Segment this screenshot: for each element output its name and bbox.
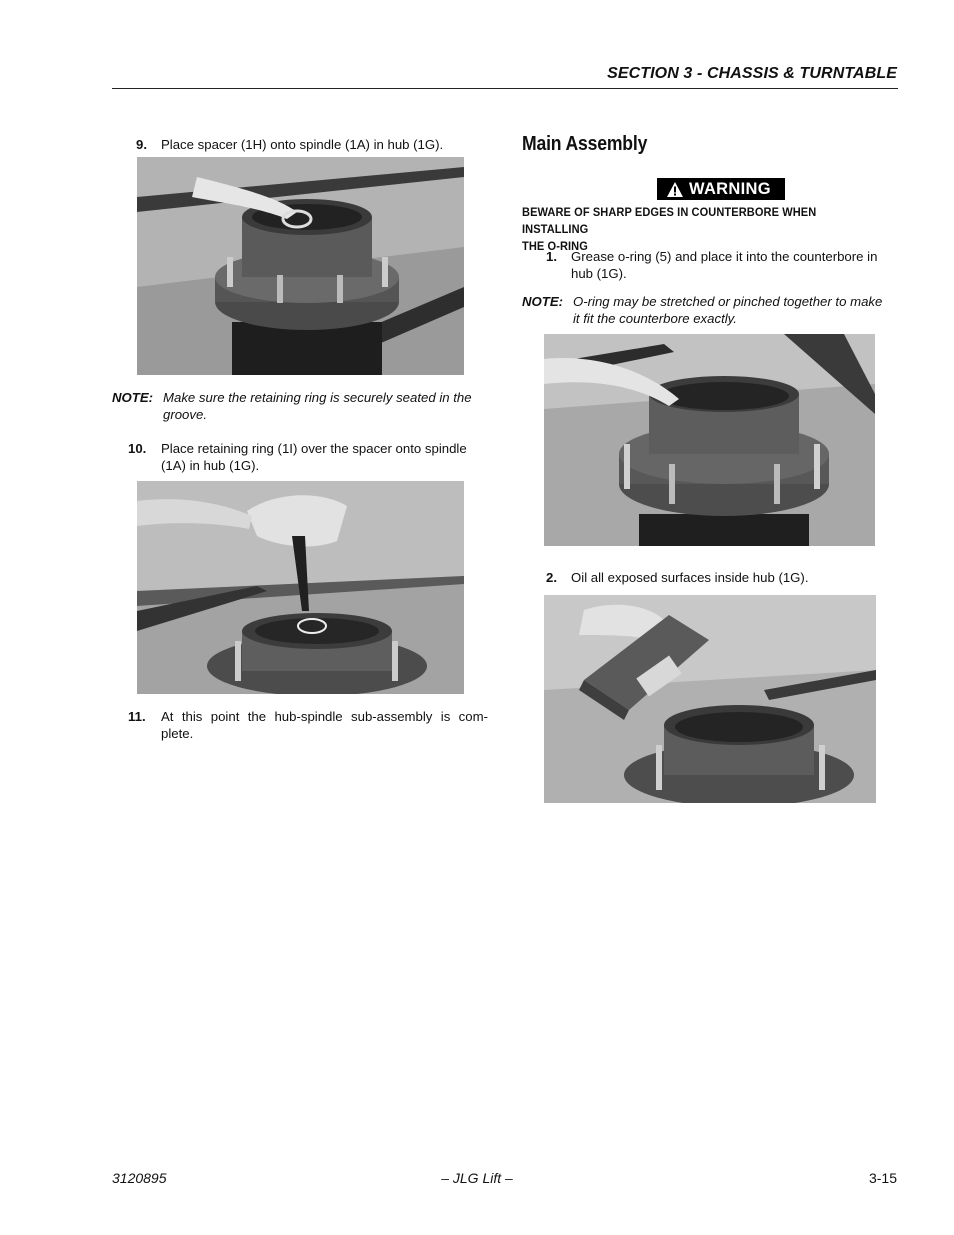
step-text-line2: hub (1G).	[571, 266, 627, 281]
photo-o-ring-install	[544, 334, 875, 546]
photo-oil-surfaces	[544, 595, 876, 803]
note-label: NOTE:	[522, 294, 564, 309]
step-11	[128, 708, 490, 742]
warning-message-line1: BEWARE OF SHARP EDGES IN COUNTERBORE WHEN INSTALLING	[522, 205, 817, 236]
step-text: Oil all exposed surfaces inside hub (1G).	[571, 570, 809, 585]
note-text-line1: O-ring may be stretched or pinched together to make	[573, 294, 883, 309]
brand-footer: – JLG Lift –	[441, 1170, 513, 1186]
step-text-line2: plete.	[161, 726, 194, 741]
note-text-line2: groove.	[163, 407, 207, 422]
section-title: SECTION 3 - CHASSIS & TURNTABLE	[607, 65, 897, 82]
page-number: 3-15	[868, 1170, 897, 1186]
section-heading: Main Assembly	[522, 133, 648, 155]
warning-banner	[657, 178, 785, 200]
step-number: 9.	[136, 137, 147, 152]
header-divider	[112, 88, 898, 89]
doc-number: 3120895	[112, 1170, 167, 1186]
step-number: 2.	[546, 570, 557, 585]
note-retaining-ring	[112, 389, 492, 423]
warning-triangle-icon	[667, 182, 683, 197]
step-text: Place spacer (1H) onto spindle (1A) in hub (1G).	[161, 137, 444, 152]
note-text-line2: it fit the counterbore exactly.	[573, 311, 737, 326]
step-text-line1: Place retaining ring (1I) over the spacer onto spindle	[161, 441, 467, 456]
photo-retaining-ring-install	[137, 481, 464, 694]
note-text-line1: Make sure the retaining ring is securely seated in the	[163, 390, 472, 405]
note-o-ring	[522, 293, 907, 327]
step-text-line2: (1A) in hub (1G).	[161, 458, 260, 473]
step-1	[546, 248, 906, 282]
photo-spacer-install	[137, 157, 464, 375]
warning-label: WARNING	[689, 179, 771, 198]
step-number: 11.	[128, 709, 146, 724]
note-label: NOTE:	[112, 390, 154, 405]
step-number: 10.	[128, 441, 147, 456]
warning-message-line2: THE O-RING	[522, 239, 588, 253]
step-10	[128, 440, 498, 474]
step-text-line1: Grease o-ring (5) and place it into the counterbore in	[571, 249, 878, 264]
step-9	[136, 136, 476, 153]
step-2	[546, 569, 876, 586]
step-number: 1.	[546, 249, 557, 264]
step-text-line1: At this point the hub-spindle sub-assembly is com-	[161, 709, 488, 724]
